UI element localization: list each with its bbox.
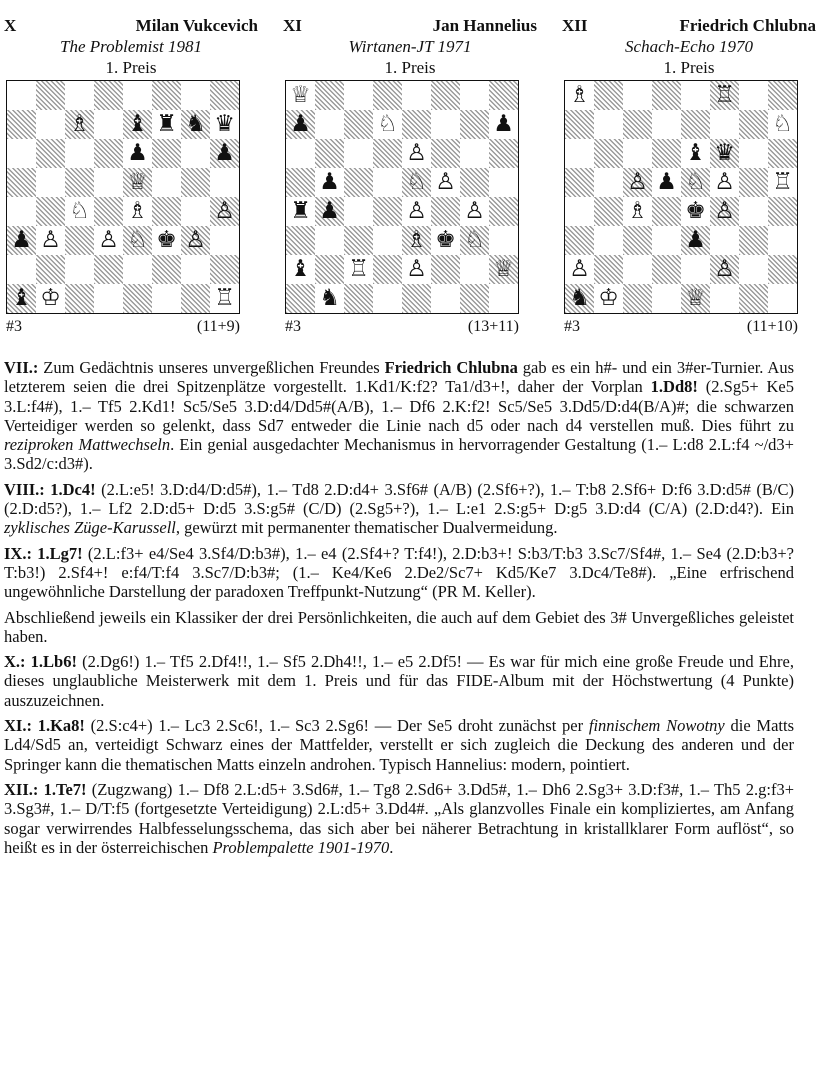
board-square (623, 255, 652, 284)
white-knight-icon: ♘ (464, 227, 485, 253)
board-square (315, 110, 344, 139)
board-square (373, 197, 402, 226)
board-square (460, 284, 489, 313)
board-square (652, 139, 681, 168)
board-square (65, 226, 94, 255)
board-square (768, 284, 797, 313)
board-square (315, 168, 344, 197)
board-square (315, 284, 344, 313)
board-square (373, 81, 402, 110)
board-square (373, 139, 402, 168)
board-square (460, 168, 489, 197)
chess-board (285, 80, 519, 314)
white-king-icon: ♔ (40, 285, 61, 311)
black-pawn-icon: ♟ (656, 169, 677, 195)
board-square (65, 284, 94, 313)
board-square (94, 284, 123, 313)
board-square (210, 255, 239, 284)
board-square (181, 168, 210, 197)
white-pawn-icon: ♙ (98, 227, 119, 253)
paragraph-viii: VIII.: 1.Dc4! (2.L:e5! 3.D:d4/D:d5#), 1.– Td8 2.D:d4+ 3.Sf6# (A/B) (2.Sf6+?), 1.– T:b8 2.Sf6+ D:f6 3.D:d5# (B/C) (2.D:d5?), 1.– Lf2 2.D:d5+ D:d5 3.S:g5# (C/D) (2.Sg5+?), 1.– L:e1 2.S:g5+ D:g5 3.D:d4 (C/A) (2.D:d4?). Ein zyklisches Züge-Karussell, gewürzt mit permanenter thematischer Dualvermeidung. (4, 479, 794, 538)
board-square (681, 226, 710, 255)
board-square (623, 168, 652, 197)
board-square (431, 197, 460, 226)
white-pawn-icon: ♙ (40, 227, 61, 253)
board-square (65, 168, 94, 197)
board-square (210, 81, 239, 110)
board-square (152, 284, 181, 313)
board-square (373, 284, 402, 313)
white-pawn-icon: ♙ (406, 256, 427, 282)
board-square (594, 284, 623, 313)
board-square (623, 284, 652, 313)
white-bishop-icon: ♗ (406, 227, 427, 253)
board-square (594, 226, 623, 255)
board-square (460, 139, 489, 168)
black-pawn-icon: ♟ (290, 111, 311, 137)
board-square (460, 197, 489, 226)
board-square (623, 110, 652, 139)
board-square (681, 284, 710, 313)
board-square (565, 197, 594, 226)
board-square (94, 197, 123, 226)
puzzle-x (2, 4, 260, 335)
board-square (652, 226, 681, 255)
board-square (594, 110, 623, 139)
puzzle-author: Milan Vukcevich (135, 16, 258, 35)
board-square (739, 81, 768, 110)
board-square (710, 110, 739, 139)
board-square (123, 197, 152, 226)
board-square (181, 197, 210, 226)
board-square (652, 168, 681, 197)
board-square (565, 81, 594, 110)
board-square (344, 226, 373, 255)
board-square (431, 81, 460, 110)
board-square (65, 139, 94, 168)
commentary-text (4, 358, 794, 863)
puzzle-author: Friedrich Chlubna (679, 16, 816, 35)
board-square (94, 81, 123, 110)
board-square (768, 226, 797, 255)
black-pawn-icon: ♟ (11, 227, 32, 253)
board-square (7, 110, 36, 139)
board-square (123, 226, 152, 255)
paragraph-vii: VII.: Zum Gedächtnis unseres unvergeßlichen Freundes Friedrich Chlubna gab es ein h#- und ein 3#er-Turnier. Aus letzterem seien die drei Spitzenplätze vorgestellt. 1.Kd1/K:f2? Ta1/d3+!, daher der Vorplan 1.Dd8! (2.Sg5+ Ke5 3.L:f4#), 1.– Tf5 2.Kd1! Sc5/Se5 3.D:d4/Dd5#(A/B), 1.– Df6 2.K:f2! Sc5/Se5 3.Dd5/D:d4(B/A)#; die schwarzen Verteidiger werden so gelenkt, dass Sd7 entweder die Linie nach d5 oder nach d4 verstellen muß. Dies führt zu reziproken Mattwechseln. Ein genial ausgedachter Mechanismus in hervorragender Gestaltung (1.– L:d8 2.L:f4 ~/d3+ 3.Sd2/c:d3#). (4, 358, 794, 474)
board-square (594, 81, 623, 110)
puzzle-xi (281, 4, 539, 335)
puzzle-number: XI (283, 16, 302, 35)
board-square (65, 110, 94, 139)
white-bishop-icon: ♗ (127, 198, 148, 224)
board-square (460, 226, 489, 255)
stipulation: #3 (285, 318, 301, 335)
board-square (344, 110, 373, 139)
white-pawn-icon: ♙ (214, 198, 235, 224)
black-pawn-icon: ♟ (685, 227, 706, 253)
white-rook-icon: ♖ (214, 285, 235, 311)
puzzle-number: X (4, 16, 17, 35)
board-square (373, 255, 402, 284)
white-knight-icon: ♘ (127, 227, 148, 253)
board-square (623, 197, 652, 226)
black-bishop-icon: ♝ (11, 285, 32, 311)
board-square (565, 168, 594, 197)
board-square (152, 81, 181, 110)
board-square (36, 226, 65, 255)
white-knight-icon: ♘ (406, 169, 427, 195)
board-square (286, 110, 315, 139)
chess-board (6, 80, 240, 314)
board-square (681, 168, 710, 197)
board-square (65, 197, 94, 226)
board-square (623, 226, 652, 255)
board-square (710, 139, 739, 168)
board-square (460, 255, 489, 284)
white-pawn-icon: ♙ (464, 198, 485, 224)
board-square (652, 284, 681, 313)
white-knight-icon: ♘ (69, 198, 90, 224)
board-square (489, 255, 518, 284)
board-square (286, 284, 315, 313)
board-square (489, 168, 518, 197)
board-square (152, 226, 181, 255)
board-square (286, 139, 315, 168)
black-queen-icon: ♛ (214, 111, 235, 137)
black-king-icon: ♚ (435, 227, 456, 253)
board-square (739, 110, 768, 139)
board-square (768, 81, 797, 110)
white-rook-icon: ♖ (714, 82, 735, 108)
stipulation: #3 (6, 318, 22, 335)
black-pawn-icon: ♟ (319, 169, 340, 195)
white-rook-icon: ♖ (772, 169, 793, 195)
board-square (594, 197, 623, 226)
black-bishop-icon: ♝ (127, 111, 148, 137)
board-square (431, 139, 460, 168)
board-square (565, 226, 594, 255)
board-square (373, 226, 402, 255)
board-square (181, 110, 210, 139)
white-pawn-icon: ♙ (714, 169, 735, 195)
board-square (489, 110, 518, 139)
black-knight-icon: ♞ (185, 111, 206, 137)
board-square (739, 139, 768, 168)
board-square (681, 110, 710, 139)
white-bishop-icon: ♗ (627, 198, 648, 224)
black-pawn-icon: ♟ (493, 111, 514, 137)
board-square (152, 110, 181, 139)
board-square (181, 81, 210, 110)
board-square (123, 284, 152, 313)
paragraph-xi: XI.: 1.Ka8! (2.S:c4+) 1.– Lc3 2.Sc6!, 1.– Sc3 2.Sg6! — Der Se5 droht zunächst per finnischem Nowotny die Matts Ld4/Sd5 an, verteidigt Schwarz eines der Mattfelder, verstellt er sich zugleich die Deckung des anderen und der Springer kann die thematischen Matts einzeln androhen. Typisch Hannelius: modern, pointiert. (4, 716, 794, 774)
board-square (123, 110, 152, 139)
board-square (344, 81, 373, 110)
board-square (739, 284, 768, 313)
board-square (565, 110, 594, 139)
board-square (94, 255, 123, 284)
board-square (7, 81, 36, 110)
white-king-icon: ♔ (598, 285, 619, 311)
white-bishop-icon: ♗ (569, 82, 590, 108)
white-knight-icon: ♘ (377, 111, 398, 137)
board-square (431, 168, 460, 197)
board-square (123, 139, 152, 168)
board-square (373, 110, 402, 139)
board-square (181, 139, 210, 168)
board-square (739, 168, 768, 197)
puzzle-xii (560, 4, 818, 335)
white-pawn-icon: ♙ (185, 227, 206, 253)
board-square (768, 110, 797, 139)
board-square (286, 168, 315, 197)
board-square (565, 284, 594, 313)
board-square (739, 226, 768, 255)
puzzle-prize: 1. Preis (105, 58, 157, 77)
board-square (373, 168, 402, 197)
puzzle-author: Jan Hannelius (432, 16, 537, 35)
board-square (489, 226, 518, 255)
board-square (681, 255, 710, 284)
board-square (681, 197, 710, 226)
board-square (623, 139, 652, 168)
white-pawn-icon: ♙ (714, 256, 735, 282)
board-square (344, 255, 373, 284)
board-square (431, 255, 460, 284)
white-knight-icon: ♘ (772, 111, 793, 137)
board-square (286, 81, 315, 110)
board-square (710, 168, 739, 197)
board-square (431, 226, 460, 255)
board-square (65, 81, 94, 110)
board-square (402, 197, 431, 226)
board-square (344, 139, 373, 168)
white-rook-icon: ♖ (348, 256, 369, 282)
board-square (710, 226, 739, 255)
board-square (123, 168, 152, 197)
board-square (7, 197, 36, 226)
board-square (210, 284, 239, 313)
board-square (489, 197, 518, 226)
board-square (181, 226, 210, 255)
stipulation: #3 (564, 318, 580, 335)
board-square (460, 110, 489, 139)
board-square (210, 168, 239, 197)
puzzle-prize: 1. Preis (663, 58, 715, 77)
board-square (315, 226, 344, 255)
board-square (65, 255, 94, 284)
board-square (489, 81, 518, 110)
board-square (710, 255, 739, 284)
board-square (681, 81, 710, 110)
black-pawn-icon: ♟ (319, 198, 340, 224)
black-king-icon: ♚ (685, 198, 706, 224)
black-rook-icon: ♜ (290, 198, 311, 224)
board-square (94, 168, 123, 197)
board-square (36, 110, 65, 139)
white-pawn-icon: ♙ (435, 169, 456, 195)
board-square (315, 197, 344, 226)
board-square (402, 81, 431, 110)
board-square (152, 197, 181, 226)
board-square (402, 226, 431, 255)
paragraph-ix: IX.: 1.Lg7! (2.L:f3+ e4/Se4 3.Sf4/D:b3#), 1.– e4 (2.Sf4+? T:f4!), 2.D:b3+! S:b3/T:b3 3.Sc7/Sf4#, 1.– Se4 (2.D:b3+? T:b3!) 2.Sf4+! e:f4/T:f4 3.Sc7/D:b3#; (1.– Ke4/Ke6 2.De2/Sc7+ Kd5/Ke7 3.Dc4/Te8#). „Eine erfrischend ungewöhnliche Darstellung der paradoxen Treffpunkt-Nutzung“ (PR M. Keller). (4, 543, 794, 602)
board-square (315, 81, 344, 110)
board-square (489, 284, 518, 313)
board-square (94, 139, 123, 168)
board-square (286, 226, 315, 255)
white-queen-icon: ♕ (290, 82, 311, 108)
board-square (286, 255, 315, 284)
board-square (315, 255, 344, 284)
board-square (344, 284, 373, 313)
board-square (565, 139, 594, 168)
board-square (36, 81, 65, 110)
black-bishop-icon: ♝ (290, 256, 311, 282)
board-square (681, 139, 710, 168)
board-square (402, 284, 431, 313)
black-knight-icon: ♞ (319, 285, 340, 311)
board-square (7, 139, 36, 168)
board-square (315, 139, 344, 168)
board-square (7, 168, 36, 197)
black-pawn-icon: ♟ (127, 140, 148, 166)
board-square (286, 197, 315, 226)
board-square (344, 168, 373, 197)
board-square (36, 284, 65, 313)
black-bishop-icon: ♝ (685, 140, 706, 166)
board-square (123, 81, 152, 110)
board-square (152, 139, 181, 168)
white-pawn-icon: ♙ (714, 198, 735, 224)
piece-count: (13+11) (467, 318, 519, 335)
board-square (210, 226, 239, 255)
board-square (768, 197, 797, 226)
board-square (210, 139, 239, 168)
white-pawn-icon: ♙ (627, 169, 648, 195)
puzzle-header (2, 4, 260, 77)
black-pawn-icon: ♟ (214, 140, 235, 166)
board-square (768, 168, 797, 197)
board-square (94, 110, 123, 139)
board-square (431, 110, 460, 139)
board-square (344, 197, 373, 226)
board-square (739, 197, 768, 226)
board-square (181, 255, 210, 284)
board-square (565, 255, 594, 284)
paragraph-intro-classics: Abschließend jeweils ein Klassiker der drei Persönlichkeiten, die auch auf dem Gebiet des 3# Unvergeßliches geleistet haben. (4, 607, 794, 646)
board-square (210, 197, 239, 226)
board-square (402, 168, 431, 197)
board-square (402, 110, 431, 139)
board-square (7, 226, 36, 255)
black-king-icon: ♚ (156, 227, 177, 253)
white-bishop-icon: ♗ (69, 111, 90, 137)
board-square (7, 284, 36, 313)
board-square (152, 168, 181, 197)
white-queen-icon: ♕ (127, 169, 148, 195)
puzzle-prize: 1. Preis (384, 58, 436, 77)
puzzle-source: Wirtanen-JT 1971 (348, 37, 472, 56)
board-square (623, 81, 652, 110)
puzzle-header (281, 4, 539, 77)
paragraph-xii: XII.: 1.Te7! (Zugzwang) 1.– Df8 2.L:d5+ 3.Sd6#, 1.– Tg8 2.Sd6+ 3.Dd5#, 1.– Dh6 2.Sg3+ 3.D:f3#, 1.– Th5 2.g:f3+ 3.Sg3#, 1.– D/T:f5 (fortgesetzte Verteidigung) 2.L:d5+ 3.Dd4#. „Als glanzvolles Finale ein kompliziertes, am Anfang sogar verwirrendes Halbfesselungsschema, das sich aber bei näherer Betrachtung in kristallklarer Form auflöst“, so heißt es in der österreichischen Problempalette 1901-1970. (4, 779, 794, 857)
black-queen-icon: ♛ (714, 140, 735, 166)
board-square (36, 255, 65, 284)
black-rook-icon: ♜ (156, 111, 177, 137)
white-pawn-icon: ♙ (569, 256, 590, 282)
board-square (94, 226, 123, 255)
puzzle-header (560, 4, 818, 77)
piece-count: (11+9) (196, 318, 240, 335)
board-square (768, 139, 797, 168)
board-square (460, 81, 489, 110)
board-square (36, 197, 65, 226)
board-square (710, 81, 739, 110)
board-square (181, 284, 210, 313)
board-square (739, 255, 768, 284)
board-square (652, 197, 681, 226)
board-square (7, 255, 36, 284)
board-square (768, 255, 797, 284)
board-square (123, 255, 152, 284)
white-pawn-icon: ♙ (406, 198, 427, 224)
chess-board (564, 80, 798, 314)
board-square (431, 284, 460, 313)
piece-count: (11+10) (746, 318, 798, 335)
puzzle-source: Schach-Echo 1970 (625, 37, 753, 56)
board-square (210, 110, 239, 139)
black-knight-icon: ♞ (569, 285, 590, 311)
board-square (710, 197, 739, 226)
board-square (652, 81, 681, 110)
white-queen-icon: ♕ (685, 285, 706, 311)
paragraph-x: X.: 1.Lb6! (2.Dg6!) 1.– Tf5 2.Df4!!, 1.– Sf5 2.Dh4!!, 1.– e5 2.Df5! — Es war für mich eine große Freude und Ehre, dieses unglaubliche Meisterwerk mit dem 1. Preis und für das FIDE-Album mit der Höchstwertung (4 Punkte) auszuzeichnen. (4, 652, 795, 710)
board-square (402, 139, 431, 168)
board-square (402, 255, 431, 284)
white-pawn-icon: ♙ (406, 140, 427, 166)
board-square (594, 168, 623, 197)
puzzle-number: XII (562, 16, 588, 35)
board-square (710, 284, 739, 313)
board-square (152, 255, 181, 284)
board-square (489, 139, 518, 168)
board-square (36, 139, 65, 168)
board-square (36, 168, 65, 197)
board-square (594, 255, 623, 284)
board-square (652, 255, 681, 284)
board-square (652, 110, 681, 139)
board-square (594, 139, 623, 168)
white-queen-icon: ♕ (493, 256, 514, 282)
puzzle-source: The Problemist 1981 (60, 37, 202, 56)
white-knight-icon: ♘ (685, 169, 706, 195)
